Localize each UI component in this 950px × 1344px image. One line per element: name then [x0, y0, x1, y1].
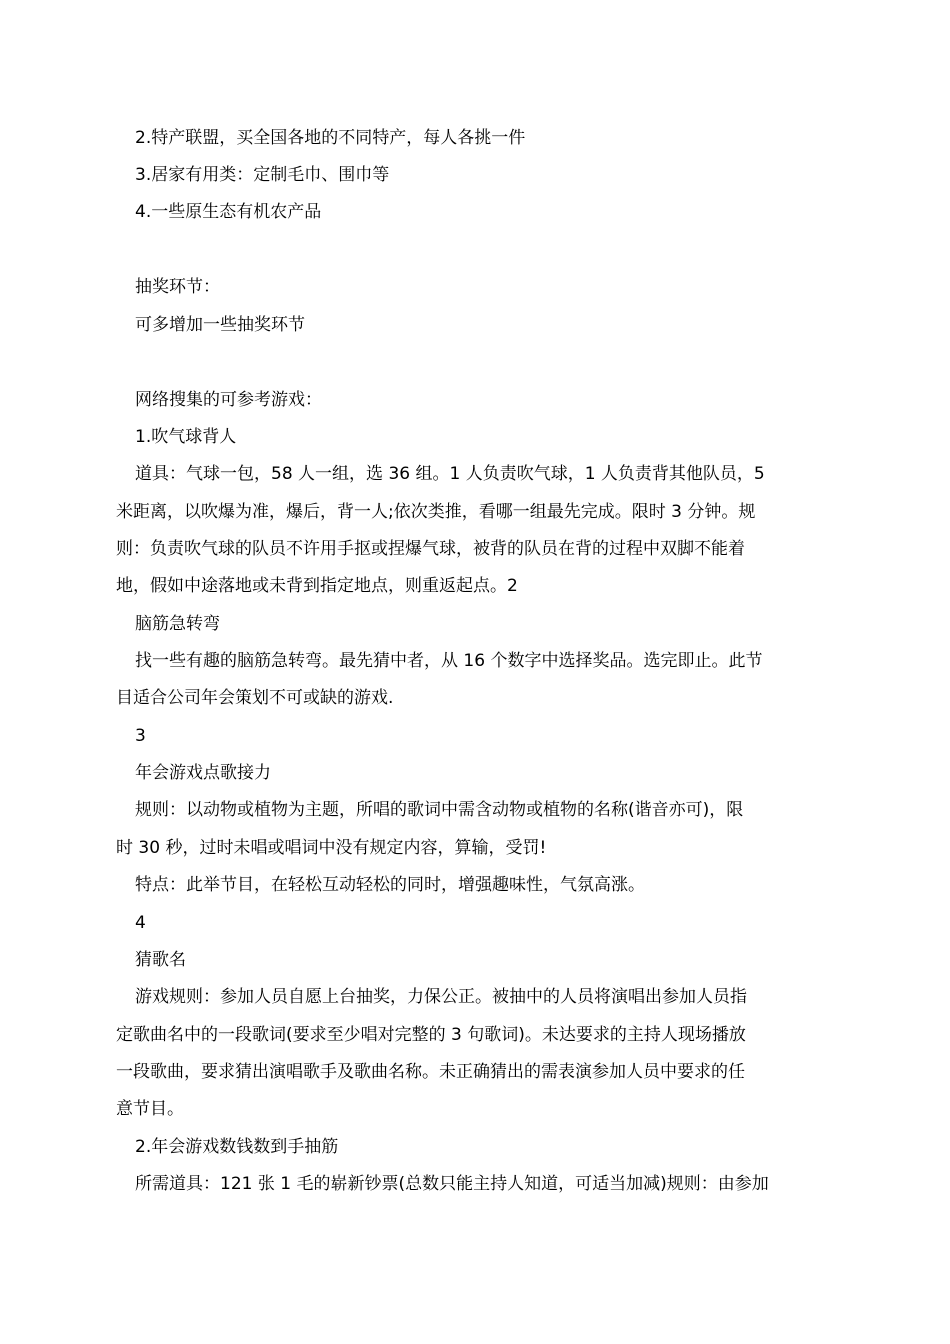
section-heading: 抽奖环节： [135, 277, 220, 297]
section-heading: 网络搜集的可参考游戏： [135, 390, 322, 410]
text-line: 2.特产联盟，买全国各地的不同特产，每人各挑一件 [135, 128, 526, 148]
game-number: 3 [135, 726, 146, 746]
text-line: 目适合公司年会策划不可或缺的游戏. [116, 688, 394, 708]
text-line: 游戏规则：参加人员自愿上台抽奖，力保公正。被抽中的人员将演唱出参加人员指 [135, 987, 747, 1007]
text-line: 道具：气球一包，58 人一组，选 36 组。1 人负责吹气球，1 人负责背其他队员，5 [135, 464, 765, 484]
text-line: 米距离，以吹爆为准，爆后，背一人;依次类推，看哪一组最先完成。限时 3 分钟。规 [116, 502, 756, 522]
game-title: 1.吹气球背人 [135, 427, 237, 447]
game-number: 4 [135, 913, 146, 933]
text-line: 所需道具：121 张 1 毛的崭新钞票(总数只能主持人知道，可适当加减)规则：由参加 [135, 1174, 769, 1194]
game-title: 2.年会游戏数钱数到手抽筋 [135, 1137, 339, 1157]
text-line: 4.一些原生态有机农产品 [135, 202, 322, 222]
game-title: 年会游戏点歌接力 [135, 763, 271, 783]
text-line: 时 30 秒，过时未唱或唱词中没有规定内容，算输，受罚! [116, 838, 547, 858]
game-title: 猜歌名 [135, 950, 186, 970]
text-line: 特点：此举节目，在轻松互动轻松的同时，增强趣味性，气氛高涨。 [135, 875, 645, 895]
text-line: 找一些有趣的脑筋急转弯。最先猜中者，从 16 个数字中选择奖品。选完即止。此节 [135, 651, 763, 671]
text-line: 规则：以动物或植物为主题，所唱的歌词中需含动物或植物的名称(谐音亦可)，限 [135, 800, 744, 820]
text-line: 一段歌曲，要求猜出演唱歌手及歌曲名称。未正确猜出的需表演参加人员中要求的任 [116, 1062, 745, 1082]
text-line: 定歌曲名中的一段歌词(要求至少唱对完整的 3 句歌词)。未达要求的主持人现场播放 [116, 1025, 746, 1045]
text-line: 则：负责吹气球的队员不许用手抠或捏爆气球，被背的队员在背的过程中双脚不能着 [116, 539, 745, 559]
game-title: 脑筋急转弯 [135, 614, 220, 634]
text-line: 意节目。 [116, 1099, 184, 1119]
text-line: 地，假如中途落地或未背到指定地点，则重返起点。2 [116, 576, 518, 596]
text-line: 可多增加一些抽奖环节 [135, 315, 305, 335]
text-line: 3.居家有用类：定制毛巾、围巾等 [135, 165, 390, 185]
